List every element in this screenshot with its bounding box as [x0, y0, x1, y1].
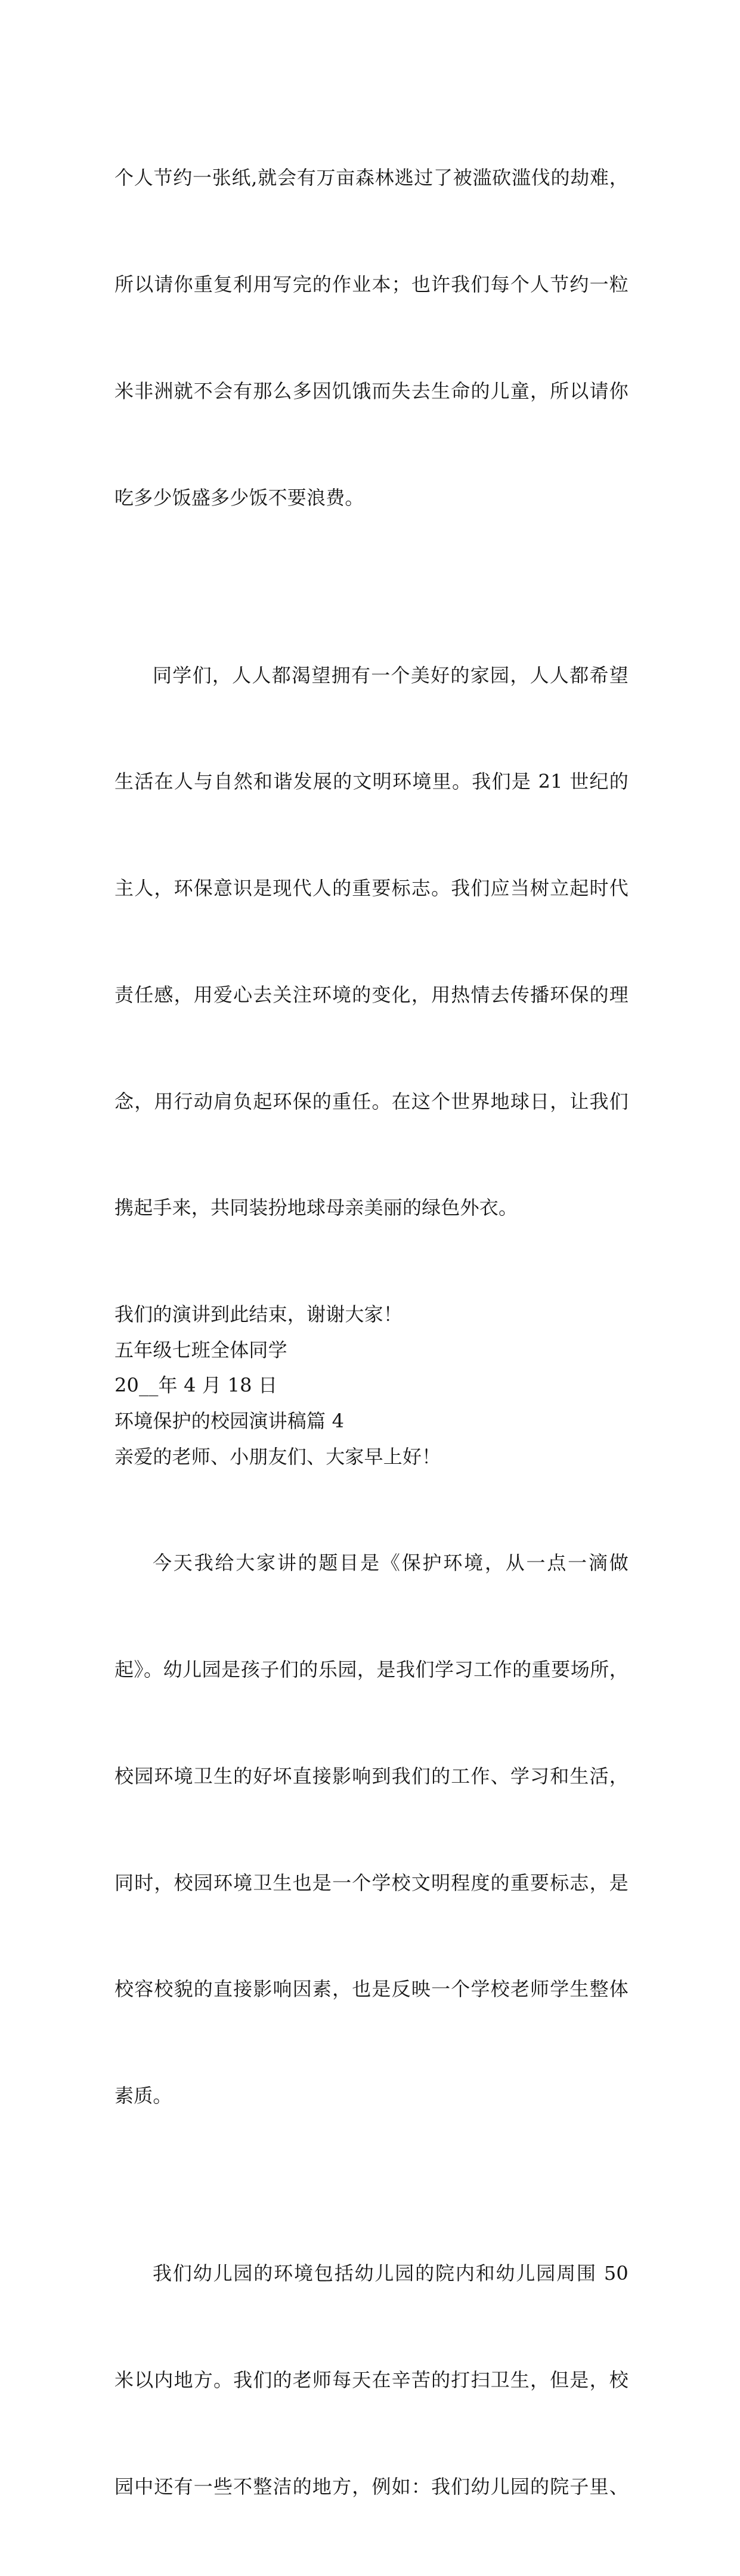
text-line: 素质。: [114, 2084, 172, 2108]
greeting-line: 亲爱的老师、小朋友们、大家早上好！: [114, 1445, 441, 1468]
text-line: 我们幼儿园的环境包括幼儿园的院内和幼儿园周围 50: [153, 2262, 628, 2285]
text-line: 校容校貌的直接影响因素，也是反映一个学校老师学生整体: [114, 1978, 628, 2001]
text-line: 生活在人与自然和谐发展的文明环境里。我们是 21 世纪的: [114, 770, 628, 793]
date-line: 20__年 4 月 18 日: [114, 1374, 278, 1397]
text-line: 同学们，人人都渴望拥有一个美好的家园，人人都希望: [153, 663, 628, 687]
text-line: 校园环境卫生的好坏直接影响到我们的工作、学习和生活，: [114, 1764, 628, 1787]
section-heading: 环境保护的校园演讲稿篇 4: [114, 1409, 345, 1432]
text-line: 吃多少饭盛多少饭不要浪费。: [114, 486, 364, 509]
text-line: 起》。幼儿园是孩子们的乐园，是我们学习工作的重要场所，: [114, 1658, 628, 1681]
text-line: 同时，校园环境卫生也是一个学校文明程度的重要标志，是: [114, 1871, 628, 1894]
text-line: 主人，环保意识是现代人的重要标志。我们应当树立起时代: [114, 877, 628, 900]
text-line: 责任感，用爱心去关注环境的变化，用热情去传播环保的理: [114, 983, 628, 1006]
paragraph-kindergarten-environment: [114, 2185, 628, 2576]
paragraph-paper-saving: [114, 89, 628, 586]
text-line: 园中还有一些不整洁的地方，例如：我们幼儿园的院子里、: [114, 2475, 628, 2498]
text-line: 今天我给大家讲的题目是《保护环境，从一点一滴做: [153, 1551, 628, 1575]
text-line: 米以内地方。我们的老师每天在辛苦的打扫卫生，但是，校: [114, 2369, 628, 2391]
text-line: 携起手来，共同装扮地球母亲美丽的绿色外衣。: [114, 1196, 518, 1219]
document-body: [114, 89, 628, 2576]
text-line: 米非洲就不会有那么多因饥饿而失去生命的儿童，所以请你: [114, 379, 628, 402]
closing-line: 我们的演讲到此结束，谢谢大家！: [114, 1303, 403, 1326]
text-line: 所以请你重复利用写完的作业本；也许我们每个人节约一粒: [114, 272, 628, 296]
text-line: 个人节约一张纸,就会有万亩森林逃过了被滥砍滥伐的劫难，: [114, 166, 628, 190]
text-line: 念，用行动肩负起环保的重任。在这个世界地球日，让我们: [114, 1090, 628, 1113]
paragraph-topic: [114, 1475, 628, 2185]
signature-line: 五年级七班全体同学: [114, 1338, 287, 1361]
paragraph-classmates: [114, 586, 628, 1297]
